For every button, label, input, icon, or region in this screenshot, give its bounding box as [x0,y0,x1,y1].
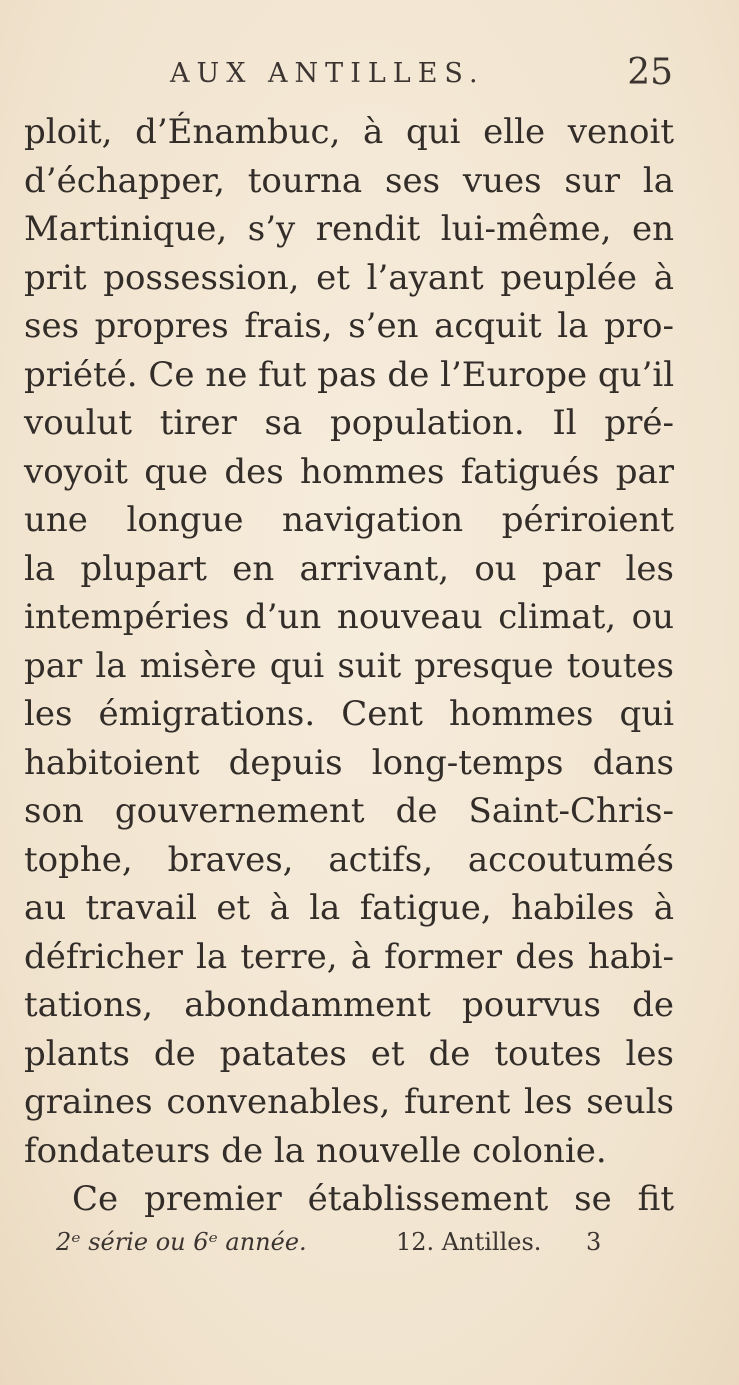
text-line-paragraph-end: fondateurs de la nouvelle colonie. [24,1130,607,1171]
running-head: AUX ANTILLES. [170,58,485,89]
text-line: tations, abondamment pourvus de [24,985,674,1025]
signature-footer [56,1228,616,1268]
short-title: 12. Antilles. [396,1228,542,1256]
text-line: d’échapper, tourna ses vues sur la [24,160,674,201]
body-text [24,108,674,1224]
signature-mark: 3 [586,1228,602,1256]
text-line: prit possession, et l’ayant peuplée à [24,257,674,298]
text-line: intempéries d’un nouveau climat, ou [24,597,674,637]
page-header [0,52,739,102]
text-line: voyoit que des hommes fatigués par [24,451,674,492]
text-line: au travail et à la fatigue, habiles à [24,888,674,928]
text-line: Martinique, s’y rendit lui-même, en [24,209,674,249]
text-line: ses propres frais, s’en acquit la pro- [24,306,674,346]
text-line: plants de patates et de toutes les [24,1033,674,1074]
text-line: graines convenables, furent les seuls [24,1082,674,1122]
text-line: habitoient depuis long-temps dans [24,742,674,783]
text-line: son gouvernement de Saint-Chris- [24,791,674,831]
text-line: une longue navigation périroient [24,500,674,540]
text-line-paragraph-start: Ce premier établissement se fit [72,1179,674,1219]
series-note: 2ᵉ série ou 6ᵉ année. [56,1228,307,1256]
text-line: voulut tirer sa population. Il pré- [24,403,674,443]
text-line: tophe, braves, actifs, accoutumés [24,839,674,880]
text-line: défricher la terre, à former des habi- [24,936,674,977]
text-line: priété. Ce ne fut pas de l’Europe qu’il [24,354,675,395]
text-line: les émigrations. Cent hommes qui [24,694,674,734]
text-line: la plupart en arrivant, ou par les [24,548,674,589]
text-line: par la misère qui suit presque toutes [24,645,674,686]
text-line: ploit, d’Énambuc, à qui elle venoit [24,112,674,152]
page-number: 25 [627,52,673,93]
